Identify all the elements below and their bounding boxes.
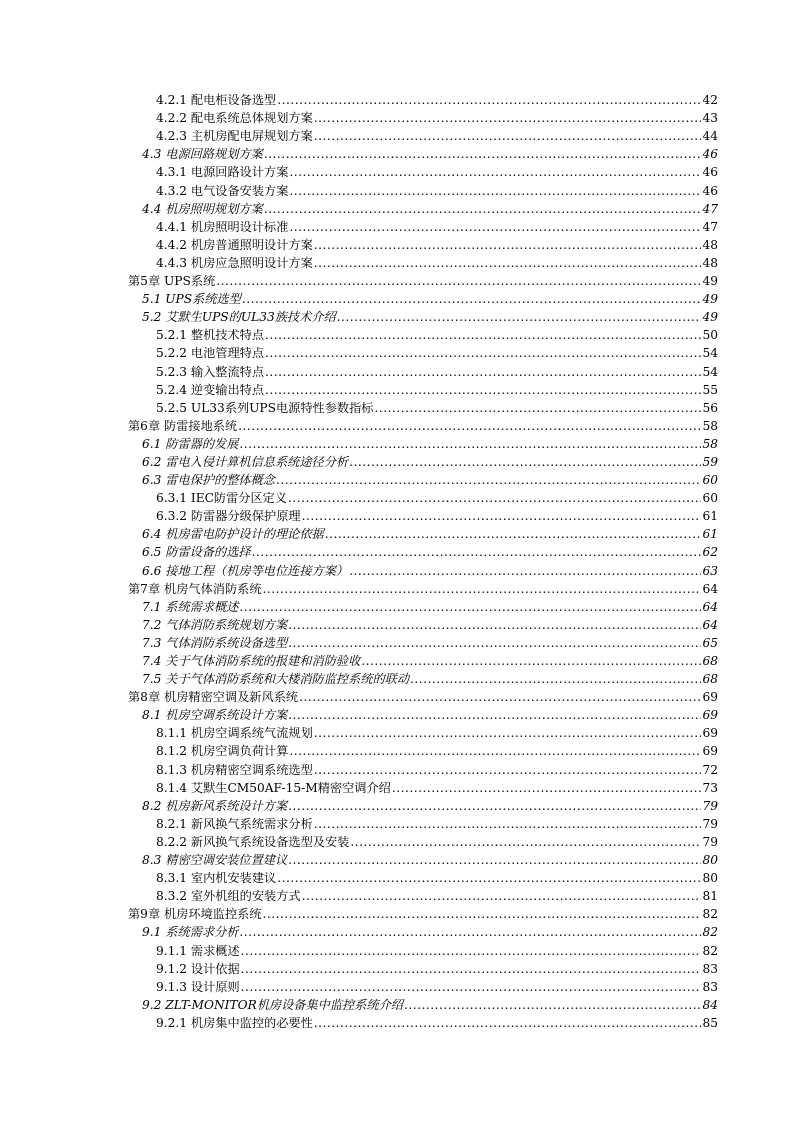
toc-entry-page-number: 50 [702,328,718,343]
toc-dot-leader [238,417,701,435]
toc-dot-leader [404,996,701,1014]
toc-dot-leader [288,616,701,634]
toc-entry-title: 4.4.1 机房照明设计标准 [156,219,289,234]
toc-entry-title: 9.1.3 设计原则 [156,979,240,994]
toc-dot-leader [289,218,701,236]
toc-entry-page-number: 58 [702,436,718,451]
toc-entry[interactable] [128,543,718,561]
toc-dot-leader [349,562,701,580]
toc-dot-leader [302,507,702,525]
toc-dot-leader [314,815,702,833]
toc-entry-title: 4.3 电源回路规划方案 [142,147,263,162]
toc-dot-leader [241,978,702,996]
toc-entry[interactable] [128,688,718,706]
toc-dot-leader [216,272,701,290]
toc-dot-leader [325,525,702,543]
toc-entry-page-number: 64 [702,581,718,596]
toc-entry-page-number: 54 [702,346,718,361]
toc-entry-title: 9.1 系统需求分析 [142,925,239,940]
toc-dot-leader [314,1014,702,1032]
toc-entry-title: 9.1.1 需求概述 [156,943,240,958]
toc-entry-title: 7.4 关于气体消防系统的报建和消防验收 [142,654,361,668]
toc-entry-title: 6.4 机房雷电防护设计的理论依据 [142,527,324,542]
toc-entry-page-number: 63 [702,563,718,578]
toc-dot-leader [264,145,702,163]
toc-entry[interactable] [128,616,718,634]
toc-entry[interactable] [128,362,718,380]
table-of-contents [128,91,718,1032]
toc-entry[interactable] [128,344,718,362]
toc-dot-leader [314,127,702,145]
toc-entry[interactable] [128,91,718,109]
toc-entry-page-number: 55 [702,382,718,397]
toc-entry[interactable] [128,181,718,199]
toc-entry[interactable] [128,435,718,453]
toc-entry-page-number: 81 [702,889,718,904]
toc-dot-leader [302,887,702,905]
toc-entry-title: 4.2.2 配电系统总体规划方案 [156,111,313,126]
toc-entry-page-number: 60 [702,491,718,506]
toc-dot-leader [263,905,702,923]
toc-entry[interactable] [128,471,718,489]
toc-entry-title: 7.5 关于气体消防系统和大楼消防监控系统的联动 [142,672,410,687]
toc-entry-page-number: 46 [702,183,718,198]
toc-entry-title: 4.3.2 电气设备安装方案 [156,183,289,198]
toc-entry-title: 4.4 机房照明规划方案 [142,201,263,216]
toc-entry-page-number: 64 [702,599,718,614]
toc-dot-leader [314,109,702,127]
toc-entry-page-number: 69 [702,726,718,741]
toc-dot-leader [289,182,701,200]
toc-entry-page-number: 79 [702,816,718,831]
toc-entry-title: 第9章 机房环境监控系统 [128,907,262,922]
toc-entry[interactable] [128,996,718,1014]
toc-dot-leader [350,833,701,851]
toc-dot-leader [288,706,701,724]
toc-entry[interactable] [128,417,718,435]
toc-entry-title: 7.3 气体消防系统设备选型 [142,635,288,650]
toc-entry-page-number: 69 [702,708,718,723]
toc-entry[interactable] [128,815,718,833]
toc-entry-title: 9.1.2 设计依据 [156,961,240,976]
toc-entry[interactable] [128,724,718,742]
toc-entry-title: 4.2.3 主机房配电屏规划方案 [156,129,313,144]
toc-entry[interactable] [128,145,718,163]
toc-dot-leader [264,200,702,218]
toc-dot-leader [263,580,702,598]
toc-entry-title: 5.2.4 逆变输出特点 [156,382,265,397]
toc-dot-leader [314,724,702,742]
toc-entry[interactable] [128,706,718,724]
toc-entry[interactable] [128,200,718,218]
toc-entry-title: 6.2 雷电入侵计算机信息系统途径分析 [142,454,349,469]
toc-entry[interactable] [128,760,718,778]
toc-dot-leader [299,688,701,706]
toc-dot-leader [265,326,701,344]
toc-entry[interactable] [128,109,718,127]
toc-entry[interactable] [128,489,718,507]
toc-entry-title: 5.2 艾默生UPS的UL33族技术介绍 [142,310,336,325]
toc-dot-leader [265,344,701,362]
toc-entry-page-number: 47 [702,219,718,234]
toc-entry-page-number: 83 [702,979,718,994]
toc-entry[interactable] [128,399,718,417]
toc-entry[interactable] [128,742,718,760]
toc-entry[interactable] [128,127,718,145]
toc-entry-page-number: 80 [702,853,718,868]
toc-dot-leader [239,435,701,453]
toc-dot-leader [265,363,701,381]
toc-entry-title: 5.1 UPS系统选型 [142,292,241,307]
toc-entry-page-number: 85 [702,1015,718,1030]
toc-entry-page-number: 82 [702,907,718,922]
toc-dot-leader [314,254,702,272]
toc-entry[interactable] [128,851,718,869]
toc-entry[interactable] [128,236,718,254]
toc-dot-leader [252,543,702,561]
toc-entry-page-number: 49 [702,274,718,289]
toc-dot-leader [288,797,701,815]
toc-entry[interactable] [128,670,718,688]
toc-entry-title: 7.2 气体消防系统规划方案 [142,617,288,632]
toc-dot-leader [288,634,701,652]
toc-entry-title: 6.3.1 IEC防雷分区定义 [156,491,288,506]
toc-entry[interactable] [128,163,718,181]
toc-entry[interactable] [128,978,718,996]
toc-entry-page-number: 56 [702,400,718,415]
toc-entry-page-number: 44 [702,129,718,144]
toc-dot-leader [288,489,701,507]
toc-entry[interactable] [128,797,718,815]
toc-entry-title: 8.1.3 机房精密空调系统选型 [156,762,313,777]
toc-dot-leader [410,670,701,688]
toc-dot-leader [289,163,701,181]
toc-entry-title: 7.1 系统需求概述 [142,599,239,614]
toc-entry-title: 8.1 机房空调系统设计方案 [142,708,288,723]
toc-entry-title: 8.3.1 室内机安装建议 [156,871,277,886]
toc-entry[interactable] [128,381,718,399]
toc-dot-leader [392,779,702,797]
toc-entry[interactable] [128,923,718,941]
toc-entry-title: 8.1.1 机房空调系统气流规划 [156,726,313,741]
toc-entry[interactable] [128,272,718,290]
toc-entry-title: 8.1.4 艾默生CM50AF-15-M精密空调介绍 [156,780,391,795]
toc-entry-page-number: 62 [702,545,718,560]
toc-entry[interactable] [128,290,718,308]
toc-entry-page-number: 82 [702,925,718,940]
toc-entry[interactable] [128,941,718,959]
toc-entry-page-number: 48 [702,237,718,252]
toc-entry-page-number: 46 [702,165,718,180]
toc-dot-leader [314,761,702,779]
toc-entry[interactable] [128,833,718,851]
toc-dot-leader [242,290,702,308]
toc-entry-page-number: 79 [702,834,718,849]
toc-entry-title: 5.2.1 整机技术特点 [156,328,265,343]
toc-dot-leader [374,399,701,417]
toc-dot-leader [241,942,702,960]
toc-entry[interactable] [128,1014,718,1032]
toc-entry-title: 9.2 ZLT-MONITOR机房设备集中监控系统介绍 [142,997,403,1012]
toc-entry[interactable] [128,453,718,471]
toc-entry-title: 6.6 接地工程（机房等电位连接方案） [142,563,349,578]
toc-entry-title: 6.5 防雷设备的选择 [142,545,251,560]
toc-entry-title: 8.3.2 室外机组的安装方式 [156,889,301,904]
toc-entry-page-number: 47 [702,201,718,216]
toc-entry-title: 6.1 防雷器的发展 [142,436,239,451]
toc-entry[interactable] [128,254,718,272]
toc-entry-page-number: 79 [702,798,718,813]
toc-entry[interactable] [128,507,718,525]
toc-entry-title: 5.2.3 输入整流特点 [156,364,265,379]
toc-entry-page-number: 61 [702,509,718,524]
toc-entry-page-number: 61 [702,527,718,542]
toc-entry-page-number: 48 [702,255,718,270]
toc-entry-page-number: 65 [702,635,718,650]
toc-entry[interactable] [128,308,718,326]
toc-entry-title: 8.1.2 机房空调负荷计算 [156,744,289,759]
toc-entry[interactable] [128,218,718,236]
toc-dot-leader [314,236,702,254]
toc-entry-title: 4.4.2 机房普通照明设计方案 [156,237,313,252]
toc-entry-page-number: 68 [702,654,718,668]
toc-entry-title: 8.2.1 新风换气系统需求分析 [156,816,313,831]
toc-entry[interactable] [128,561,718,579]
toc-entry-title: 6.3.2 防雷器分级保护原理 [156,509,301,524]
toc-dot-leader [361,652,701,670]
toc-entry-page-number: 58 [702,418,718,433]
toc-dot-leader [349,453,701,471]
toc-entry-page-number: 80 [702,871,718,886]
toc-entry-page-number: 72 [702,762,718,777]
toc-dot-leader [239,923,701,941]
toc-entry[interactable] [128,525,718,543]
toc-entry-page-number: 83 [702,961,718,976]
toc-entry-title: 第8章 机房精密空调及新风系统 [128,690,299,705]
toc-entry-title: 5.2.2 电池管理特点 [156,346,265,361]
toc-entry[interactable] [128,634,718,652]
toc-entry[interactable] [128,326,718,344]
toc-entry-page-number: 69 [702,744,718,759]
toc-entry-page-number: 73 [702,780,718,795]
toc-entry-title: 第7章 机房气体消防系统 [128,581,262,596]
toc-entry-title: 4.4.3 机房应急照明设计方案 [156,255,313,270]
toc-dot-leader [241,960,702,978]
toc-dot-leader [239,598,701,616]
toc-entry-page-number: 43 [702,111,718,126]
toc-entry-page-number: 46 [702,147,718,162]
toc-dot-leader [265,381,701,399]
toc-entry-page-number: 59 [702,454,718,469]
toc-entry[interactable] [128,779,718,797]
toc-entry-page-number: 84 [702,997,718,1012]
toc-entry-title: 第6章 防雷接地系统 [128,418,238,433]
toc-entry-title: 4.3.1 电源回路设计方案 [156,165,289,180]
toc-entry[interactable] [128,598,718,616]
toc-entry-page-number: 60 [702,473,718,488]
toc-entry-title: 6.3 雷电保护的整体概念 [142,473,275,488]
toc-entry-title: 8.2 机房新风系统设计方案 [142,798,288,813]
toc-entry-title: 8.3 精密空调安装位置建议 [142,853,288,868]
toc-entry-title: 5.2.5 UL33系列UPS电源特性参数指标 [156,400,374,415]
toc-entry-page-number: 49 [702,310,718,325]
toc-entry[interactable] [128,580,718,598]
toc-entry[interactable] [128,905,718,923]
toc-entry[interactable] [128,887,718,905]
toc-entry-page-number: 64 [702,617,718,632]
toc-entry-title: 8.2.2 新风换气系统设备选型及安装 [156,834,350,849]
toc-entry-page-number: 54 [702,364,718,379]
toc-entry[interactable] [128,652,718,670]
toc-entry-title: 4.2.1 配电柜设备选型 [156,93,277,108]
toc-dot-leader [337,308,702,326]
toc-entry-page-number: 69 [702,690,718,705]
toc-entry-title: 第5章 UPS系统 [128,274,216,289]
toc-entry[interactable] [128,869,718,887]
toc-entry-title: 9.2.1 机房集中监控的必要性 [156,1015,313,1030]
toc-dot-leader [288,851,701,869]
toc-dot-leader [276,471,702,489]
toc-entry-page-number: 68 [702,672,718,687]
toc-dot-leader [289,742,701,760]
toc-entry-page-number: 82 [702,943,718,958]
toc-entry[interactable] [128,960,718,978]
toc-dot-leader [277,91,701,109]
toc-entry-page-number: 42 [702,93,718,108]
toc-dot-leader [277,869,701,887]
toc-entry-page-number: 49 [702,292,718,307]
